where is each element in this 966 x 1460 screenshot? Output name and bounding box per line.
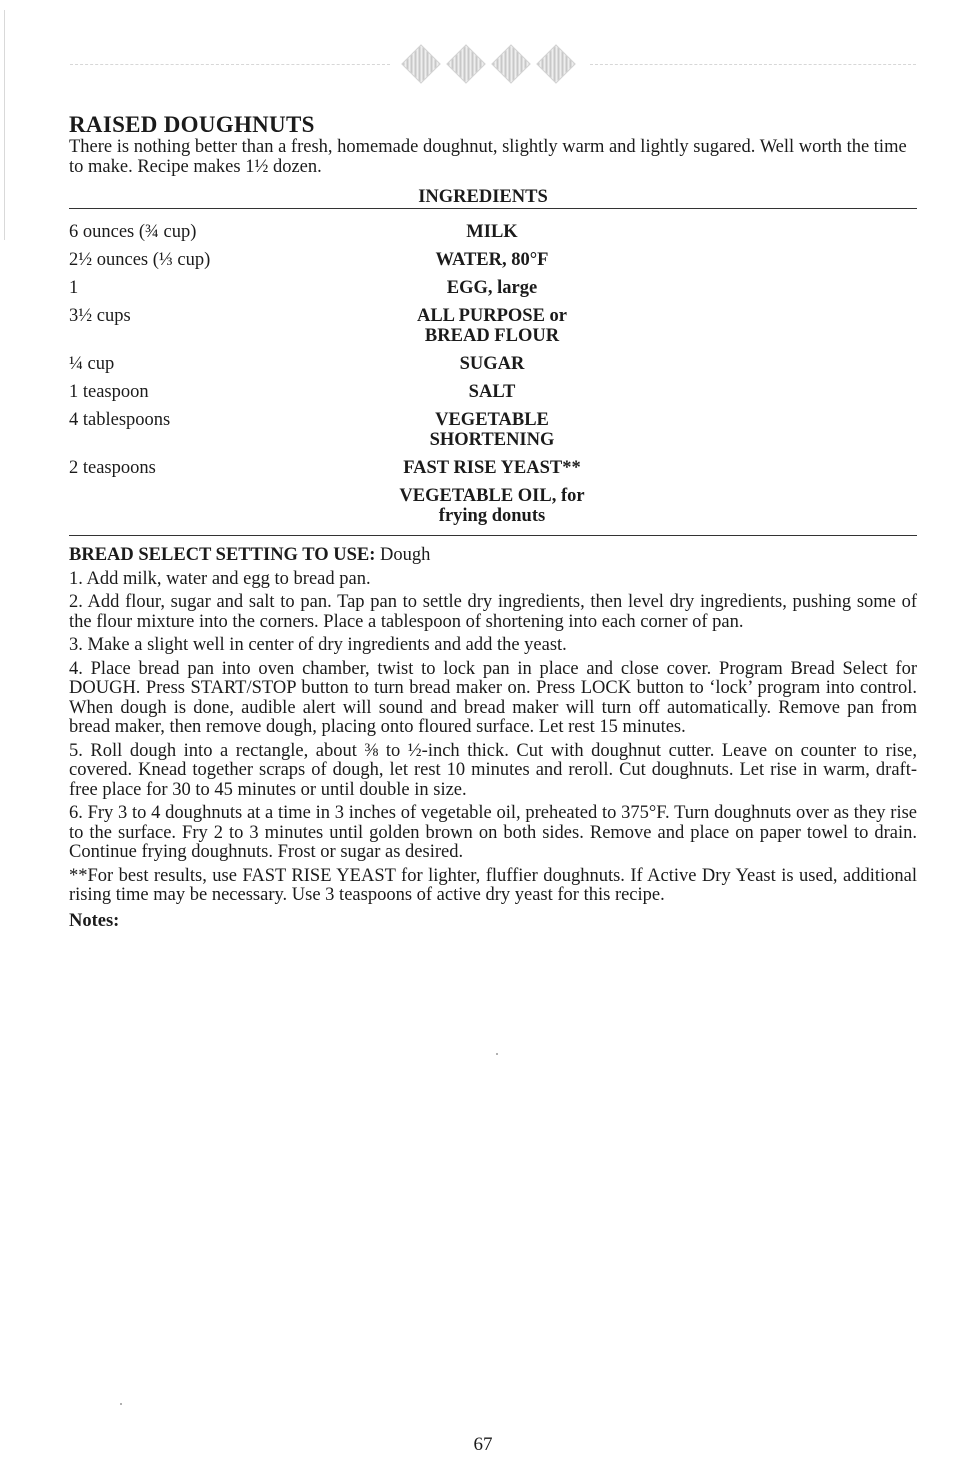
ingredient-amount: ¼ cup [69, 354, 115, 374]
ingredients-heading: INGREDIENTS [418, 187, 548, 207]
ingredient-amount: 4 tablespoons [69, 410, 171, 430]
ornament-line-right [590, 64, 916, 65]
ingredient-name: ALL PURPOSE or BREAD FLOUR [416, 306, 568, 346]
method-step: 4. Place bread pan into oven chamber, twist to lock pan in place and close cover. Program Bread Select for DOUGH. Press START/STOP button to turn bread maker on. Press LOCK button to ‘lock’ program into control. When dough is done, audible alert will sound and bread maker will turn off automatically. Remove pan from bread maker, then remove dough, placing onto floured surface. Let rest 15 minutes. [69, 658, 917, 737]
ingredient-name: EGG, large [446, 278, 538, 298]
ingredients-top-rule [69, 208, 917, 209]
ingredient-amount: 3½ cups [69, 306, 131, 326]
print-speck [120, 1403, 122, 1405]
ingredient-row [69, 354, 917, 374]
ingredient-name: MILK [466, 222, 518, 242]
ingredient-row [69, 458, 917, 478]
ingredients-bottom-rule [69, 535, 917, 536]
bread-setting [69, 546, 917, 566]
ingredient-row [69, 410, 917, 450]
notes-label: Notes: [69, 910, 120, 931]
method-step: 3. Make a slight well in center of dry ingredients and add the yeast. [69, 635, 567, 655]
ingredient-amount: 6 ounces (¾ cup) [69, 222, 197, 242]
method-section [69, 546, 917, 931]
method-step: 6. Fry 3 to 4 doughnuts at a time in 3 inches of vegetable oil, preheated to 375°F. Turn doughnuts over as they rise to the surface. Fry 2 to 3 minutes until golden brown on both sides. Remove and place on paper towel to drain. Continue frying doughnuts. Frost or sugar as desired. [69, 803, 917, 862]
diamond-icon [446, 44, 486, 84]
ingredient-name: VEGETABLE SHORTENING [429, 410, 555, 450]
ingredient-row [69, 486, 917, 526]
method-step: 5. Roll dough into a rectangle, about ⅜ to ½-inch thick. Cut with doughnut cutter. Leave on counter to rise, covered. Knead together scraps of dough, let rest 10 minutes and reroll. Cut doughnuts. Let rise in warm, draft-free place for 30 to 45 minutes or until double in size. [69, 740, 917, 800]
diamond-icon [536, 44, 576, 84]
ornament-line-left [70, 64, 390, 65]
ingredients-table [69, 222, 917, 534]
ingredient-row [69, 278, 917, 298]
recipe-intro: There is nothing better than a fresh, homemade doughnut, slightly warm and lightly sugared. Well worth the time to make. Recipe makes 1½ dozen. [69, 137, 907, 177]
ingredient-amount: 2 teaspoons [69, 458, 156, 478]
ingredient-row [69, 222, 917, 242]
ingredient-name: SUGAR [459, 354, 525, 374]
ingredient-amount: 1 [69, 278, 79, 298]
ingredient-name: FAST RISE YEAST** [403, 458, 581, 478]
setting-value: Dough [380, 545, 431, 565]
ingredient-name: SALT [468, 382, 516, 402]
ingredient-amount: 1 teaspoon [69, 382, 149, 402]
ingredient-amount: 2½ ounces (⅓ cup) [69, 250, 211, 270]
print-speck [496, 1053, 498, 1055]
recipe-title: RAISED DOUGHNUTS [69, 112, 315, 137]
page-number: 67 [473, 1434, 493, 1455]
method-step: 1. Add milk, water and egg to bread pan. [69, 568, 371, 589]
diamond-icon [491, 44, 531, 84]
ingredient-row [69, 250, 917, 270]
setting-label: BREAD SELECT SETTING TO USE: [69, 545, 376, 565]
ingredient-row [69, 306, 917, 346]
ingredient-name: VEGETABLE OIL, for frying donuts [399, 486, 585, 526]
yeast-footnote: **For best results, use FAST RISE YEAST for lighter, fluffier doughnuts. If Active Dry Yeast is used, additional rising time may be necessary. Use 3 teaspoons of active dry yeast for this recipe. [69, 865, 917, 905]
decorative-ornament [70, 44, 916, 84]
ingredient-row [69, 382, 917, 402]
method-step: 2. Add flour, sugar and salt to pan. Tap pan to settle dry ingredients, then level dry ingredients, pushing some of the flour mixture into the corners. Place a tablespoon of shortening into each corner of pan. [69, 592, 917, 632]
diamond-icon [401, 44, 441, 84]
diamond-ornament-icon [395, 44, 590, 84]
ingredient-name: WATER, 80°F [435, 250, 549, 270]
